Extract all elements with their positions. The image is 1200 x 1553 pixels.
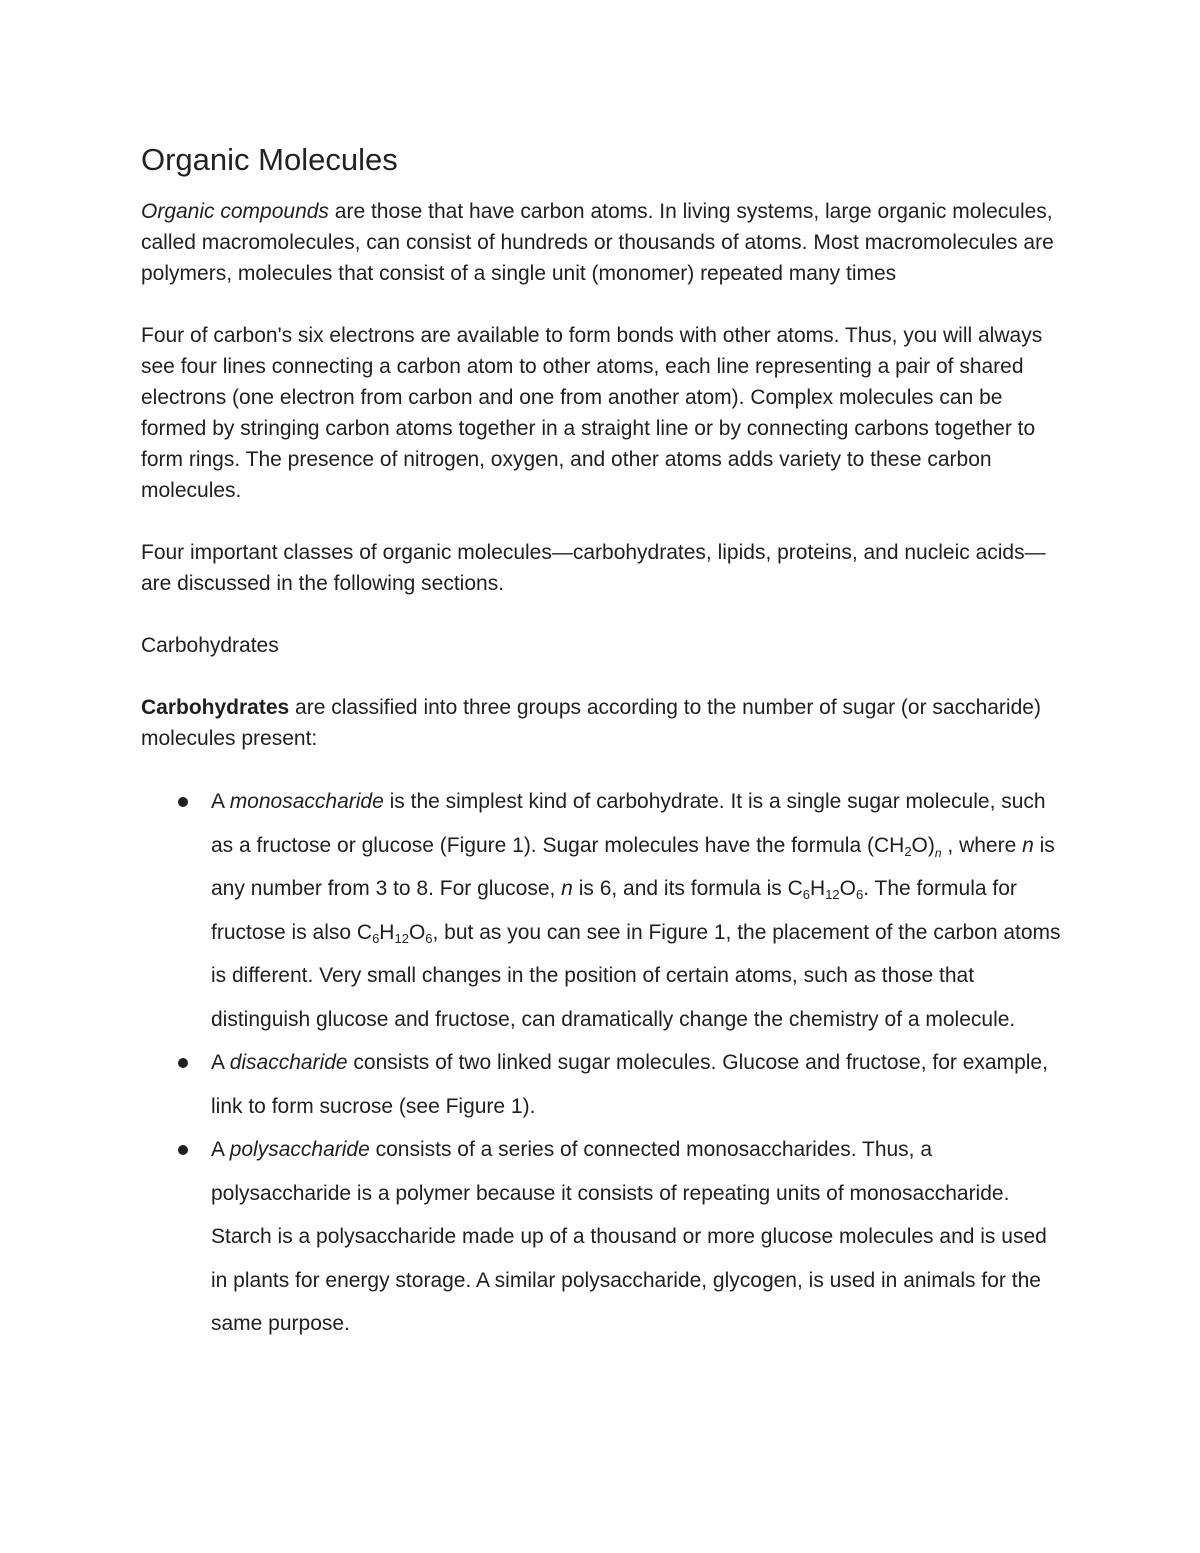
subscript: 2	[904, 843, 912, 859]
carbohydrates-paragraph	[141, 692, 1061, 754]
list-item-text: consists of two linked sugar molecules. Glucose and fructose, for example, link to form sucrose (see Figure 1).	[211, 1051, 1048, 1118]
list-item-text: is 6, and its formula is C	[572, 877, 803, 900]
element-symbol: O	[408, 920, 426, 944]
section-heading-carbohydrates: Carbohydrates	[141, 634, 279, 657]
subscript-n: n	[934, 845, 942, 860]
term-polysaccharide: polysaccharide	[229, 1138, 370, 1161]
list-item-text: consists of a series of connected monosaccharides. Thus, a polysaccharide is a polymer because it consists of repeating units of monosaccharide. Starch is a polysaccharide made up of a thousand or more glucose molecules and is used in plants for energy storage. A similar polysaccharide, glycogen, is used in animals for the same purpose.	[211, 1138, 1047, 1335]
term-carbohydrates: Carbohydrates	[141, 696, 290, 719]
list-item-text: , but as you can see in Figure 1, the placement of the carbon atoms is different. Very small changes in the position of certain atoms, such as those that distinguish glucose and fructose, can dramatically change the chemistry of a molecule.	[211, 920, 1061, 1031]
list-item-text: . The formula for fructose is also C	[211, 877, 1017, 944]
bullet-icon	[178, 797, 188, 807]
bullet-icon	[178, 1145, 188, 1155]
subscript: 6	[425, 930, 433, 946]
list-item-prefix: A	[211, 1138, 230, 1161]
list-item-text: O)	[911, 833, 935, 857]
page-title: Organic Molecules	[141, 142, 398, 177]
list-item-prefix: A	[211, 790, 230, 813]
intro-paragraph	[141, 196, 1061, 289]
list-item-disaccharide	[141, 1041, 1061, 1128]
term-monosaccharide: monosaccharide	[229, 790, 384, 813]
subscript: 12	[825, 887, 840, 902]
subscript: 12	[394, 930, 409, 946]
bullet-icon	[178, 1058, 188, 1068]
list-item-monosaccharide	[141, 780, 1061, 1041]
classes-paragraph: Four important classes of organic molecules—carbohydrates, lipids, proteins, and nucleic acids—are discussed in the following sections.	[141, 541, 1046, 595]
subscript: 6	[856, 887, 864, 902]
intro-paragraph-text: are those that have carbon atoms. In living systems, large organic molecules, called macromolecules, can consist of hundreds or thousands of atoms. Most macromolecules are polymers, molecules that consist of a single unit (monomer) repeated many times	[141, 200, 1054, 285]
document-page	[141, 140, 1061, 1346]
variable-n: n	[1022, 833, 1034, 857]
subscript: 6	[802, 887, 811, 902]
list-item-polysaccharide	[141, 1128, 1061, 1346]
element-symbol: H	[379, 920, 395, 944]
term-organic-compounds: Organic compounds	[141, 200, 329, 223]
term-disaccharide: disaccharide	[229, 1051, 348, 1074]
list-item-text: is the simplest kind of carbohydrate. It is a single sugar molecule, such as a fructose or glucose (Figure 1). Sugar molecules have the formula (CH	[211, 790, 1046, 857]
subscript: 6	[372, 930, 380, 946]
carbohydrates-paragraph-text: are classified into three groups according to the number of sugar (or saccharide) molecules present:	[141, 696, 1041, 750]
list-item-text: , where	[941, 833, 1023, 857]
element-symbol: H	[810, 877, 826, 900]
list-item-prefix: A	[211, 1051, 230, 1074]
variable-n: n	[561, 877, 573, 900]
element-symbol: O	[839, 877, 856, 900]
carbon-bonds-paragraph: Four of carbon's six electrons are available to form bonds with other atoms. Thus, you will always see four lines connecting a carbon atom to other atoms, each line representing a pair of shared electrons (one electron from carbon and one from another atom). Complex molecules can be formed by stringing carbon atoms together in a straight line or by connecting carbons together to form rings. The presence of nitrogen, oxygen, and other atoms adds variety to these carbon molecules.	[141, 324, 1043, 502]
saccharide-list	[141, 780, 1061, 1346]
list-item-text: is any number from 3 to 8. For glucose,	[211, 833, 1055, 900]
